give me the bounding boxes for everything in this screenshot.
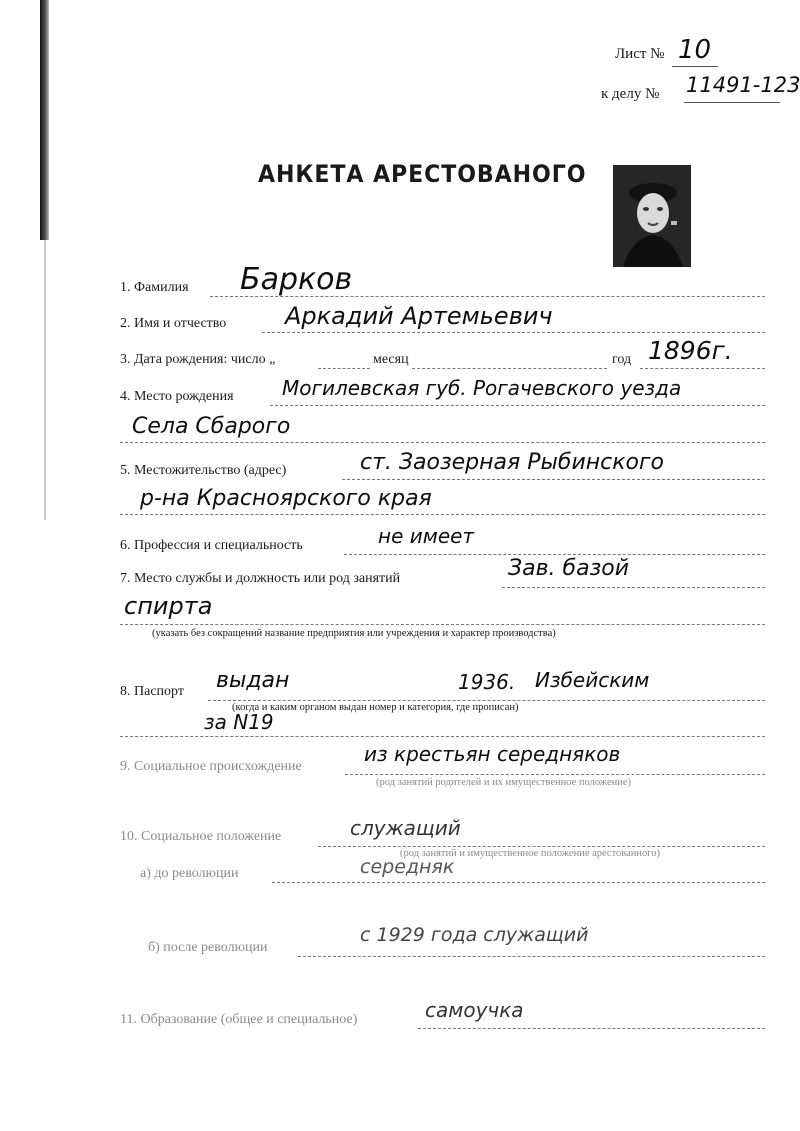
education-line [418,1028,765,1029]
before-revolution-value: середняк [360,856,455,878]
workplace-label: 7. Место службы и должность или род занятий [120,571,401,586]
social-origin-value: из крестьян середняков [364,742,621,766]
name-value: Аркадий Артемьевич [285,302,553,330]
passport-hint: (когда и каким органом выдан номер и категория, где прописан) [232,702,519,713]
workplace-value-1: Зав. базой [508,556,630,581]
social-origin-hint: (род занятий родителей и их имущественное положение) [376,777,632,788]
profession-value: не имеет [378,524,475,548]
after-revolution-line [298,956,765,957]
birthplace-line-1 [270,405,765,406]
residence-line-2 [120,514,765,515]
passport-value-2: за N19 [204,710,274,734]
birthplace-line-2 [120,442,765,443]
passport-line-1 [208,700,765,701]
birth-year-value: 1896г. [648,336,733,365]
birthplace-value-2: Села Сбарого [132,414,291,439]
sheet-number: 10 [678,35,712,65]
social-status-value: служащий [350,816,461,840]
after-revolution-label: б) после революции [148,940,268,955]
case-label: к делу № [601,86,660,102]
residence-line-1 [342,479,765,480]
sheet-number-line [672,66,718,67]
workplace-line-1 [502,587,765,588]
workplace-value-2: спирта [124,592,213,620]
passport-label: 8. Паспорт [120,684,184,699]
birth-month-line [412,368,607,369]
residence-value-2: р-на Красноярского края [140,486,432,511]
education-label: 11. Образование (общее и специальное) [120,1012,358,1027]
before-revolution-line [272,882,765,883]
birth-year-line [640,368,765,369]
birthdate-label: 3. Дата рождения: число „ [120,352,276,367]
arrestee-photo [613,165,691,267]
name-line [262,332,765,333]
birth-year-label: год [612,352,632,367]
before-revolution-label: а) до революции [140,866,239,881]
scan-left-edge-shadow [44,240,46,520]
social-status-line [318,846,765,847]
social-origin-label: 9. Социальное происхождение [120,759,302,774]
surname-value: Барков [240,262,353,297]
workplace-line-2 [120,624,765,625]
after-revolution-value: с 1929 года служащий [360,924,589,946]
passport-line-2 [120,736,765,737]
case-number-line [684,102,780,103]
birth-day-line [318,368,370,369]
name-label: 2. Имя и отчество [120,316,227,331]
surname-line [210,296,765,297]
profession-label: 6. Профессия и специальность [120,538,303,553]
residence-value-1: ст. Заозерная Рыбинского [360,450,664,475]
sheet-label: Лист № [615,46,665,62]
portrait-image [613,165,691,267]
workplace-hint: (указать без сокращений название предприятия или учреждения и характер производства) [152,628,556,639]
surname-label: 1. Фамилия [120,280,189,295]
birthplace-value-1: Могилевская губ. Рогачевского уезда [282,376,682,400]
scan-left-edge [40,0,49,240]
passport-date: 1936. [458,670,516,694]
birth-month-label: месяц [373,352,409,367]
profession-line [344,554,765,555]
social-status-label: 10. Социальное положение [120,829,282,844]
passport-issued: выдан [216,668,290,693]
birthplace-label: 4. Место рождения [120,389,234,404]
passport-issuer: Избейским [535,668,650,692]
social-origin-line [345,774,765,775]
case-number: 11491-123 [686,73,800,97]
social-status-hint: (род занятий и имущественное положение арестованного) [400,848,661,859]
education-value: самоучка [425,998,524,1022]
form-title: АНКЕТА АРЕСТОВАНОГО [258,160,587,188]
residence-label: 5. Местожительство (адрес) [120,463,287,478]
